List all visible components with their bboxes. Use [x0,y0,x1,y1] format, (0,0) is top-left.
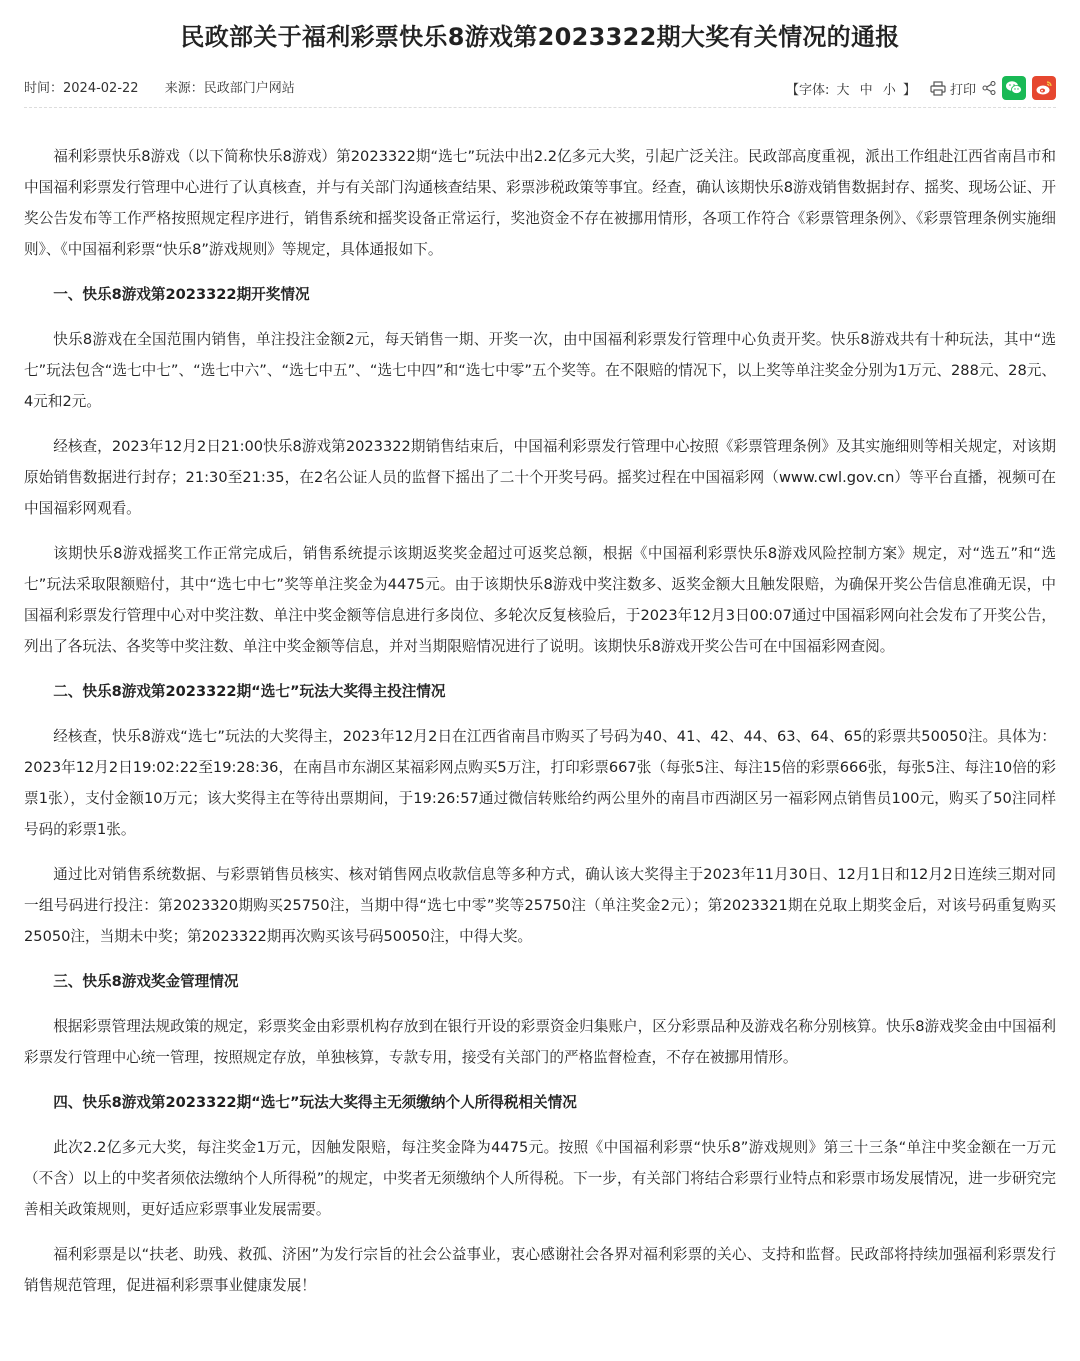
paragraph-rules: 快乐8游戏在全国范围内销售，单注投注金额2元，每天销售一期、开奖一次，由中国福利彩票发行管理中心负责开奖。快乐8游戏共有十种玩法，其中“选七”玩法包含“选七中七”、“选七中六”、“选七中五”、“选七中四”和“选七中零”五个奖等。在不限赔的情况下，以上奖等单注奖金分别为1万元、288元、28元、4元和2元。 [24,331,1056,410]
font-large-link[interactable]: 大 [836,82,850,98]
section-heading-2: 二、快乐8游戏第2023322期“选七”玩法大奖得主投注情况 [53,683,446,700]
paragraph-closing: 福利彩票是以“扶老、助残、救孤、济困”为发行宗旨的社会公益事业，衷心感谢社会各界对福利彩票的关心、支持和监督。民政部将持续加强福利彩票发行销售规范管理，促进福利彩票事业健康发展！ [24,1246,1056,1294]
font-label-open: 【字体: [785,82,830,98]
paragraph-consecutive-bets: 通过比对销售系统数据、与彩票销售员核实、核对销售网点收款信息等多种方式，确认该大奖得主于2023年11月30日、12月1日和12月2日连续三期对同一组号码进行投注：第2023320期购买25750注，当期中得“选七中零”奖等25750注（单注奖金2元）；第2023321期在兑取上期奖金后，对该号码重复购买25050注，当期未中奖；第2023322期再次购买该号码50050注，中得大奖。 [24,866,1056,945]
paragraph-winner-purchase: 经核查，快乐8游戏“选七”玩法的大奖得主，2023年12月2日在江西省南昌市购买了号码为40、41、42、44、63、64、65的彩票共50050注。具体为：2023年12月2日19:02:22至19:28:36，在南昌市东湖区某福彩网点购买5万注，打印彩票667张（每张5注、每注15倍的彩票666张，每张5注、每注10倍的彩票1张），支付金额10万元；该大奖得主在等待出票期间，于19:26:57通过微信转账给约两公里外的南昌市西湖区另一福彩网点销售员100元，购买了50注同样号码的彩票1张。 [24,728,1056,838]
publish-time: 时间：2024-02-22 [24,81,139,96]
article-meta-bar [24,77,1056,108]
paragraph-draw-process: 经核查，2023年12月2日21:00快乐8游戏第2023322期销售结束后，中国福利彩票发行管理中心按照《彩票管理条例》及其实施细则等相关规定，对该期原始销售数据进行封存；21:30至21:35，在2名公证人员的监督下摇出了二十个开奖号码。摇奖过程在中国福彩网（www.cwl.gov.cn）等平台直播，视频可在中国福彩网观看。 [24,438,1056,517]
article-page [24,0,1056,1315]
section-heading-4: 四、快乐8游戏第2023322期“选七”玩法大奖得主无须缴纳个人所得税相关情况 [53,1094,577,1111]
paragraph-fund-management: 根据彩票管理法规政策的规定，彩票奖金由彩票机构存放到在银行开设的彩票资金归集账户，区分彩票品种及游戏名称分别核算。快乐8游戏奖金由中国福利彩票发行管理中心统一管理，按照规定存放，单独核算，专款专用，接受有关部门的严格监督检查，不存在被挪用情形。 [24,1018,1056,1066]
paragraph-tax: 此次2.2亿多元大奖，每注奖金1万元，因触发限赔，每注奖金降为4475元。按照《中国福利彩票“快乐8”游戏规则》第三十三条“单注中奖金额在一万元（不含）以上的中奖者须依法缴纳个人所得税”的规定，中奖者无须缴纳个人所得税。下一步，有关部门将结合彩票行业特点和彩票市场发展情况，进一步研究完善相关政策规则，更好适应彩票事业发展需要。 [24,1139,1056,1218]
article-tools [786,73,1056,103]
print-button[interactable] [930,79,976,98]
font-label-close: 】 [902,82,916,98]
section-heading-3: 三、快乐8游戏奖金管理情况 [53,973,239,990]
print-label: 打印 [949,82,976,98]
article-body [24,141,1056,1301]
paragraph-limited-payout: 该期快乐8游戏摇奖工作正常完成后，销售系统提示该期返奖奖金超过可返奖总额，根据《中国福利彩票快乐8游戏风险控制方案》规定，对“选五”和“选七”玩法采取限额赔付，其中“选七中七”奖等单注奖金为4475元。由于该期快乐8游戏中奖注数多、返奖金额大且触发限赔，为确保开奖公告信息准确无误，中国福利彩票发行管理中心对中奖注数、单注中奖金额等信息进行多岗位、多轮次反复核验后，于2023年12月3日00:07通过中国福彩网向社会发布了开奖公告，列出了各玩法、各奖等中奖注数、单注中奖金额等信息，并对当期限赔情况进行了说明。该期快乐8游戏开奖公告可在中国福彩网查阅。 [24,545,1056,655]
font-size-control [786,79,916,98]
font-small-link[interactable]: 小 [882,82,896,98]
article-source: 来源：民政部门户网站 [164,81,295,96]
printer-icon [930,81,946,96]
paragraph-intro: 福利彩票快乐8游戏（以下简称快乐8游戏）第2023322期“选七”玩法中出2.2亿多元大奖，引起广泛关注。民政部高度重视，派出工作组赴江西省南昌市和中国福利彩票发行管理中心进行了认真核查，并与有关部门沟通核查结果、彩票涉税政策等事宜。经查，确认该期快乐8游戏销售数据封存、摇奖、现场公证、开奖公告发布等工作严格按照规定程序进行，销售系统和摇奖设备正常运行，奖池资金不存在被挪用情形，各项工作符合《彩票管理条例》、《彩票管理条例实施细则》、《中国福利彩票“快乐8”游戏规则》等规定，具体通报如下。 [24,148,1056,258]
article-title: 民政部关于福利彩票快乐8游戏第2023322期大奖有关情况的通报 [180,23,900,51]
section-heading-1: 一、快乐8游戏第2023322期开奖情况 [53,286,310,303]
wechat-icon[interactable] [1002,76,1026,100]
font-medium-link[interactable]: 中 [859,82,873,98]
share-icon[interactable] [982,81,996,95]
article-meta-info [24,79,317,99]
weibo-icon[interactable] [1032,76,1056,100]
